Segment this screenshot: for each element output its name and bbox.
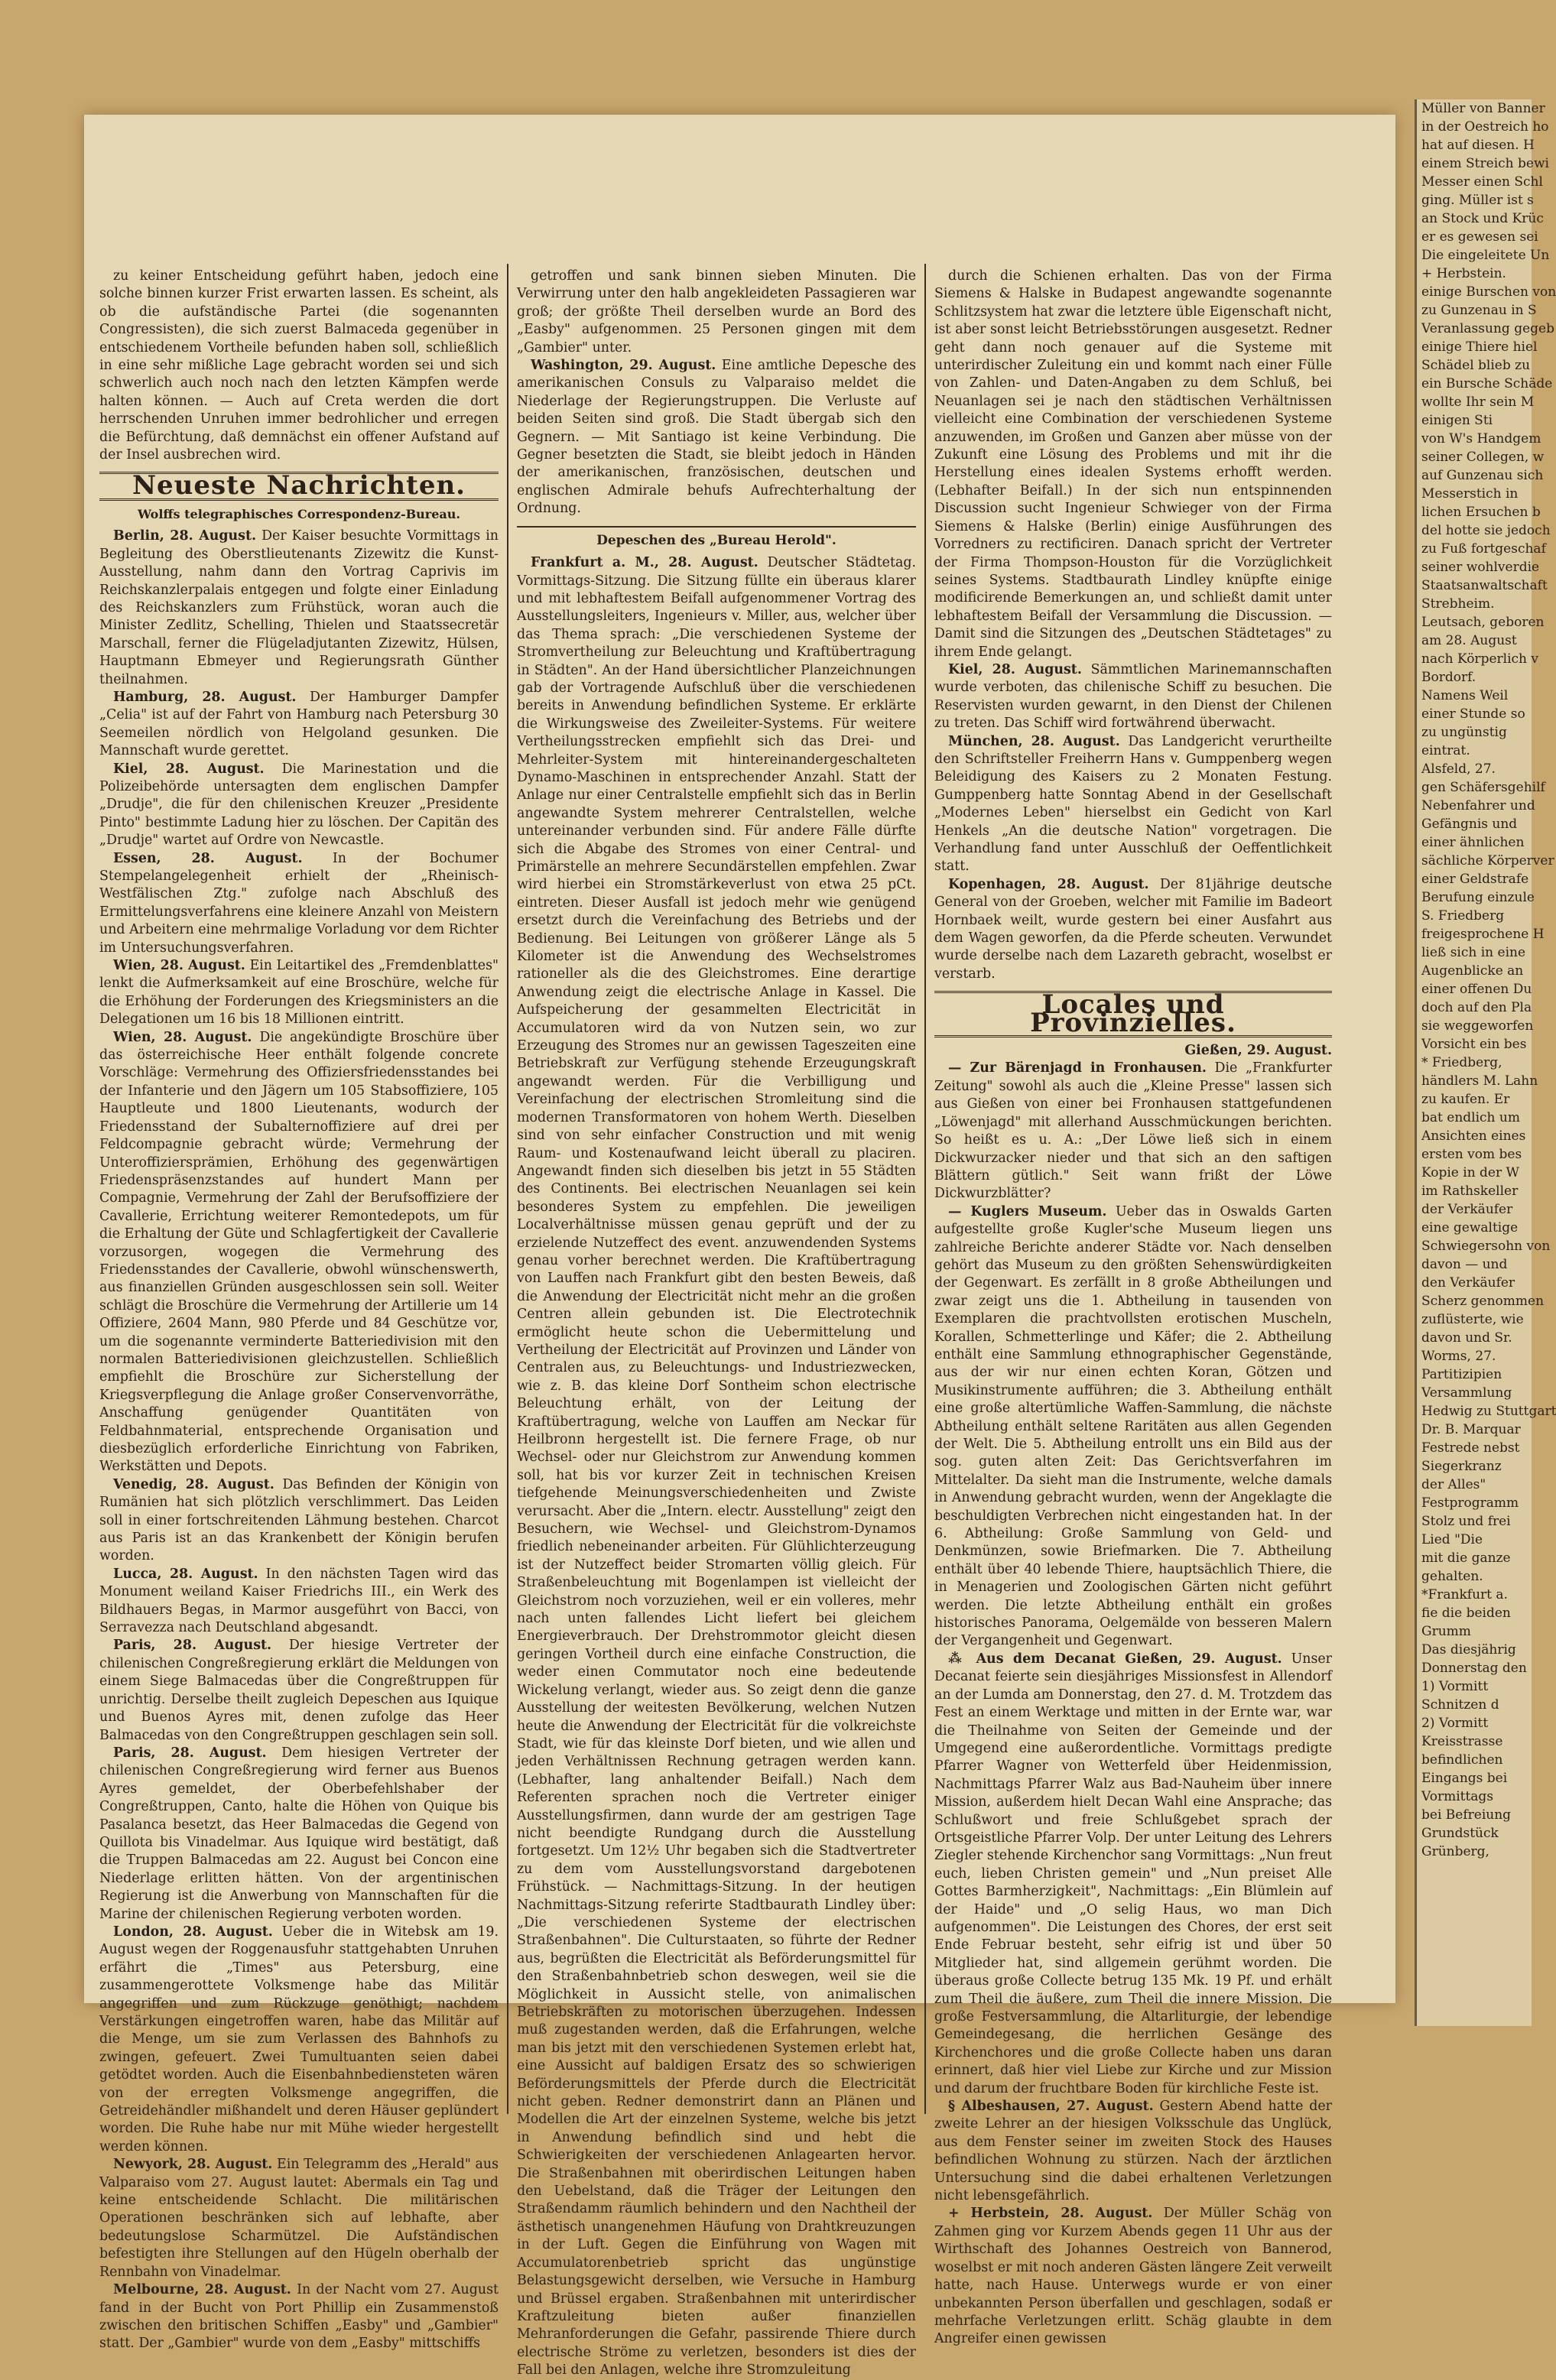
edge-line: fie die beiden bbox=[1421, 1606, 1511, 1621]
news-dateline: § Albeshausen, 27. August. bbox=[948, 2099, 1154, 2115]
edge-line: Scherz genommen bbox=[1421, 1294, 1545, 1309]
news-item bbox=[99, 1745, 499, 1924]
edge-line: hat auf diesen. H bbox=[1421, 138, 1535, 153]
news-dateline: Paris, 28. August. bbox=[113, 1745, 267, 1761]
news-dateline: ⁂ Aus dem Decanat Gießen, 29. August. bbox=[948, 1651, 1282, 1667]
edge-line: einer offenen Du bbox=[1421, 982, 1532, 997]
edge-line: Schädel blieb zu bbox=[1421, 358, 1531, 373]
edge-line: Vormittags bbox=[1421, 1789, 1494, 1804]
news-text: Der hiesige Vertreter der chilenischen Congreßregierung erklärt die Meldungen von einem Siege Balmacedas über die Congreßtruppen für unrichtig. Derselbe theilt zugleich Depeschen aus Iquique und Buenos Ayres mit, denen zufolge das Heer Balmacedas von den Congreßtruppen geschlagen sein soll. bbox=[99, 1638, 499, 1743]
edge-line: del hotte sie jedoch bbox=[1421, 523, 1551, 538]
news-dateline: Paris, 28. August. bbox=[113, 1638, 272, 1654]
edge-line: gehalten. bbox=[1421, 1569, 1483, 1584]
news-text: Ueber die in Witebsk am 19. August wegen der Roggenausfuhr stattgehabten Unruhen erfährt die „Times" aus Petersburg, eine zusammengerottete Volksmenge habe das Militär angegriffen und zum Rückzuge genöthigt; nachdem Verstärkungen eingetroffen waren, habe das Militär auf die Menge, um sie zum Verlassen des Bahnhofs zu zwingen, gefeuert. Zwei Tumultuanten seien dabei getödtet worden. Auch die Eisenbahnbediensteten wären von der erregten Volksmenge angegriffen, die Getreidehändler mißhandelt und deren Häuser geplündert worden. Die Ruhe habe nur mit Mühe wieder hergestellt werden können. bbox=[99, 1924, 499, 2154]
edge-line: zu kaufen. Er bbox=[1421, 1092, 1510, 1107]
news-item bbox=[934, 1203, 1332, 1651]
bureau-herold-heading: Depeschen des „Bureau Herold". bbox=[517, 526, 916, 550]
edge-line: Grünberg, bbox=[1421, 1844, 1489, 1859]
news-dateline: Venedig, 28. August. bbox=[113, 1476, 274, 1492]
news-item bbox=[99, 528, 499, 689]
edge-line: zu ungünstig bbox=[1421, 725, 1507, 740]
edge-line: S. Friedberg bbox=[1421, 908, 1505, 924]
news-item bbox=[99, 1029, 499, 1476]
edge-line: Berufung einzule bbox=[1421, 890, 1535, 905]
edge-line: Partitizipien bbox=[1421, 1367, 1502, 1382]
news-dateline: München, 28. August. bbox=[948, 733, 1120, 749]
column-rule bbox=[507, 264, 508, 2114]
edge-line: Lied "Die bbox=[1421, 1532, 1483, 1547]
news-item bbox=[934, 1651, 1332, 2098]
edge-line: Vorsicht ein bes bbox=[1421, 1037, 1527, 1052]
news-text: Sämmtlichen Marinemannschaften wurde verboten, das chilenische Schiff zu besuchen. Die Reservisten wurden gewarnt, in den Dienst der Chilenen zu treten. Das Schiff wird fortwährend überwacht. bbox=[934, 661, 1332, 732]
edge-line: seiner Collegen, w bbox=[1421, 450, 1545, 465]
edge-line: doch auf den Pla bbox=[1421, 1000, 1532, 1015]
edge-line: gen Schäfersgehilf bbox=[1421, 780, 1545, 795]
column-3 bbox=[934, 268, 1332, 2349]
edge-line: ging. Müller ist s bbox=[1421, 193, 1534, 208]
news-dateline: Lucca, 28. August. bbox=[113, 1566, 258, 1582]
edge-line: Kreisstrasse bbox=[1421, 1734, 1503, 1749]
edge-line: Festprogramm bbox=[1421, 1495, 1519, 1511]
news-item bbox=[99, 1566, 499, 1638]
news-items bbox=[934, 661, 1332, 983]
column-2 bbox=[517, 268, 916, 2380]
news-item bbox=[99, 1476, 499, 1566]
news-text: Der Müller Schäg von Zahmen ging vor Kurzem Abends gegen 11 Uhr aus der Wirthschaft des Johannes Oestreich von Bannerod, woselbst er mit noch anderen Gästen längere Zeit verweilt hatte, nach Hause. Unterwegs wurde er von einer unbekannten Person überfallen und geschlagen, sodaß er mehrfache Verletzungen erlitt. Schäg glaubte in dem Angreifer einen gewissen bbox=[934, 2206, 1332, 2347]
edge-line: den Verkäufer bbox=[1421, 1275, 1515, 1291]
news-text: Der Kaiser besuchte Vormittags in Begleitung des Oberstlieutenants Zizewitz die Kunst-Ausstellung, nahm dann den Vortrag Caprivis im Reichskanzlerpalais entgegen und folgte einer Einladung des Reichskanzlers zum Frühstück, woran auch die Minister Zedlitz, Schelling, Thielen und Staatssecretär Marschall, ferner die Flügeladjutanten Zizewitz, Hülsen, Hauptmann Ebmeyer und Regierungsrath Günther theilnahmen. bbox=[99, 528, 499, 687]
edge-line: Grundstück bbox=[1421, 1826, 1499, 1841]
edge-line: lichen Ersuchen b bbox=[1421, 505, 1541, 520]
news-text: Dem hiesigen Vertreter der chilenischen Congreßregierung wird ferner aus Buenos Ayres gemeldet, der Oberbefehlshaber der Congreßtruppen, Canto, halte die Höhen von Quique bis Pasalanca besetzt, das Heer Balmacedas die Gegend von Quillota bis Vinadelmar. Aus Iquique wird bestätigt, daß die Truppen Balmacedas am 22. August bei Concon eine Niederlage erlitten hätten. Von der argentinischen Regierung ist die Anwerbung von Mannschaften für die Marine der chilenischen Regierung verboten worden. bbox=[99, 1745, 499, 1922]
news-item bbox=[934, 2098, 1332, 2205]
news-dateline: Melbourne, 28. August. bbox=[113, 2282, 291, 2298]
local-dateline: Gießen, 29. August. bbox=[1184, 1043, 1332, 1059]
edge-line: Das diesjährig bbox=[1421, 1642, 1516, 1658]
edge-line: ein Bursche Schäde bbox=[1421, 376, 1553, 391]
news-dateline: Essen, 28. August. bbox=[113, 850, 303, 866]
edge-line: im Rathskeller bbox=[1421, 1184, 1519, 1199]
news-text: In der Bochumer Stempelangelegenheit erhielt der „Rheinisch-Westfälischen Ztg." zufolge nach Abschluß des Ermittelungsverfahrens eine kleinere Anzahl von Meistern und Arbeitern eine mehrmalige Vorladung vor dem Richter im Untersuchungsverfahren. bbox=[99, 850, 499, 956]
news-text: Unser Decanat feierte sein diesjähriges Missionsfest in Allendorf an der Lumda am Donnerstag, den 27. d. M. Trotzdem das Fest an einem Werktage und mitten in der Ernte war, war die Theilnahme von Seiten der Gemeinde und der Umgegend eine außerordentliche. Vormittags predigte Pfarrer Wagner von Wetterfeld über Heidenmission, Nachmittags Pfarrer Walz aus Bad-Nauheim über innere Mission, außerdem hielt Decan Wahl eine Ansprache; das Schlußwort und freie Schlußgebet sprach der Ortsgeistliche Pfarrer Volp. Der unter Leitung des Lehrers Ziegler stehende Kirchenchor sang Vormittags: „Nun freut euch, lieben Christen gemein" und „Nun preiset Alle Gottes Barmherzigkeit", Nachmittags: „Ein Blümlein auf der Haide" und „O selig Haus, wo man Dich aufgenommen". Die Leistungen des Chores, der erst seit Ende Februar besteht, sehr eifrig ist und über 50 Mitglieder hat, sind allgemein gerühmt worden. Die überaus große Collecte betrug 135 Mk. 19 Pf. und erhält zum Theil die äußere, zum Theil die innere Mission. Die große Festversammlung, die Altarliturgie, der lebendige Gemeindegesang, die herrlichen Gesänge des Kirchenchores und die große Collecte haben uns daran erinnert, daß hier viel Liebe zur Kirche und zur Mission und darum der fruchtbare Boden für kirchliche Feste ist. bbox=[934, 1651, 1332, 2096]
edge-line: Alsfeld, 27. bbox=[1421, 761, 1496, 777]
edge-line: von W's Handgem bbox=[1421, 431, 1541, 446]
news-dateline: + Herbstein, 28. August. bbox=[948, 2206, 1153, 2222]
news-items bbox=[99, 528, 499, 2352]
news-item bbox=[99, 1924, 499, 2156]
news-item bbox=[99, 2281, 499, 2353]
news-text: Der 81jährige deutsche General von der Groeben, welcher mit Familie im Badeort Hornbaek weilt, wurde gestern bei einer Ausfahrt aus dem Wagen geworfen, da die Pferde scheuten. Verwundet wurde derselbe nach dem Lazareth gebracht, woselbst er verstarb. bbox=[934, 876, 1333, 982]
edge-line: mit die ganze bbox=[1421, 1550, 1511, 1566]
edge-line: sächliche Körperver bbox=[1421, 853, 1554, 869]
news-text: Das Landgericht verurtheilte den Schriftsteller Freiherrn Hans v. Gumppenberg wegen Beleidigung des Kaisers zu 2 Monaten Festung. Gumppenberg hatte Sonntag Abend in der Gesellschaft „Modernes Leben" hierselbst ein Gedicht von Karl Henkels „An die deutsche Nation" vorgetragen. Die Verhandlung fand unter Ausschluß der Oeffentlichkeit statt. bbox=[934, 733, 1332, 875]
news-text: Eine amtliche Depesche des amerikanischen Consuls zu Valparaiso meldet die Niederlage der Regierungstruppen. Die Verluste auf beiden Seiten sind groß. Die Stadt übergab sich den Gegnern. — Mit Santiago ist keine Verbindung. Die Gegner besetzten die Stadt, sie bleibt jedoch in Händen der amerikanischen, französischen, deutschen und englischen Admirale behufs Aufrechterhaltung der Ordnung. bbox=[517, 358, 917, 517]
news-dateline: Frankfurt a. M., 28. August. bbox=[531, 555, 759, 571]
edge-line: Ansichten eines bbox=[1421, 1128, 1526, 1144]
news-dateline: — Kuglers Museum. bbox=[948, 1203, 1107, 1219]
news-text: Ein Telegramm des „Herald" aus Valparaiso vom 27. August lautet: Abermals ein Tag und keine entscheidende Schlacht. Die militärischen Operationen beschränken sich auf lebhafte, aber bedeutungslose Scharmützel. Die Aufständischen befestigten ihre Stellungen auf den Hügeln oberhalb der Rennbahn von Vinadelmar. bbox=[99, 2157, 499, 2280]
edge-line: in der Oestreich ho bbox=[1421, 119, 1549, 135]
edge-line: * Friedberg, bbox=[1421, 1055, 1502, 1070]
edge-line: Nebenfahrer und bbox=[1421, 798, 1535, 813]
edge-line: Leutsach, geboren bbox=[1421, 615, 1545, 630]
news-text: Deutscher Städtetag. Vormittags-Sitzung. Die Sitzung füllte ein überaus klarer und mit lebhaftestem Beifall aufgenommener Vortrag des Ausstellungsleiters, Ingenieurs v. Miller, aus, welcher über das Thema sprach: „Die verschiedenen Systeme der Stromvertheilung zur Beleuchtung und Kraftübertragung in Städten". An der Hand übersichtlicher Planzeichnungen gab der Vortragende Aufschluß über die verschiedenen bereits in Anwendung befindlichen Systeme. Er erklärte die Wirkungsweise des Zweileiter-Systems. Für weitere Vertheilungsstrecken empfiehlt sich das Drei- und Mehrleiter-System mit hintereinandergeschalteten Dynamo-Maschinen in entsprechender Anzahl. Statt der Anlage nur einer Centralstelle empfiehlt sich das in Berlin angewandte System mehrerer Centralstellen, welche untereinander verbunden sind. Für andere Fälle dürfte sich die Abgabe des Stromes von einer Central- und Primärstelle an mehrere Secundärstellen empfehlen. Zwar wird hierbei ein Stromstärkeverlust von etwa 25 pCt. eintreten. Dieser Ausfall ist jedoch mehr wie genügend ersetzt durch die Vereinfachung des Betriebs und der Bedienung. Bei Leitungen von größerer Länge als 5 Kilometer ist die Anwendung des Wechselstromes rationeller als die des Gleichstromes. Eine derartige Anwendung zeigt die electrische Anlage in Kassel. Die Aufspeicherung der gesammelten Electricität in Accumulatoren wird da von Nutzen sein, wo zur Erzeugung des Stromes nur an gewissen Tageszeiten eine Betriebskraft zur Verfügung stehende Erzeugungskraft angewandt werden. Für die Verbilligung und Vereinfachung der electrischen Stromleitung sind die modernen Transformatoren von hohem Werth. Dieselben sind von sehr einfacher Construction und mit wenig Raum- und Kostenaufwand leicht überall zu placiren. Angewandt finden sich dieselben bis jetzt in 55 Städten des Continents. Bei electrischen Neuanlagen sei kein besonderes System zu empfehlen. Die jeweiligen Localverhältnisse müssen genau geprüft und der zu erzielende Nutzeffect des event. anzuwendenden Systems genau vorher berechnet werden. Die Kraftübertragung von Lauffen nach Frankfurt gibt den besten Beweis, daß die Anwendung der Electricität nicht mehr an die großen Centren allein gebunden ist. Die Electrotechnik ermöglicht heute schon die Uebermittelung und Vertheilung der Electricität auf Provinzen und Länder von Centralen aus, zu Beleuchtungs- und Industriezwecken, wie z. B. das kleine Dorf Sontheim schon electrische Beleuchtung erhält, von der Leitung der Kraftübertragung, welche von Lauffen am Neckar für Heilbronn hergestellt ist. Die fernere Frage, ob nur Wechsel- oder nur Gleichstrom zur Anwendung kommen soll, hat bis vor kurzer Zeit in technischen Kreisen tiefgehende Meinungsverschiedenheiten und Zwiste verursacht. Aber die „Intern. electr. Ausstellung" zeigt den Besuchern, wie Wechsel- und Gleichstrom-Dynamos friedlich nebeneinander arbeiten. Für Glühlichterzeugung ist der Nutzeffect beider Stromarten völlig gleich. Für Straßenbeleuchtung mit Bogenlampen ist vielleicht der Gleichstrom noch vorzuziehen, weil er ein volleres, mehr nach unten fallendes Licht liefert bei gleichem Energieverbrauch. Der Drehstrommotor gleicht diesen geringen Vortheil durch eine einfache Construction, die weder einen Commutator noch eine bedeutende Wickelung verlangt, wieder aus. So zeigt denn die ganze Ausstellung der weitesten Bevölkerung, welchen Nutzen heute die Anwendung der Electricität für die volkreichste Stadt, wie für das kleinste Dorf bieten, und wie allen und jeden Verhältnissen Rechnung getragen werden kann. (Lebhafter, lang anhaltender Beifall.) Nach dem Referenten sprachen noch die Vertreter einiger Ausstellungsfirmen, dann wurde der am gestrigen Tage nicht beendigte Rundgang durch die Ausstellung fortgesetzt. Um 12½ Uhr begaben sich die Stadtvertreter zu dem vom Ausstellungsvorstand dargebotenen Frühstück. — Nachmittags-Sitzung. In der heutigen Nachmittags-Sitzung referirte Stadtbaurath Lindley über: „Die verschiedenen Systeme der electrischen Straßenbahnen". Die Culturstaaten, so führte der Redner aus, begrüßten die Electricität als Beförderungsmittel für den Straßenbahnbetrieb schon deswegen, weil sie die Möglichkeit in Aussicht stelle, von animalischen Betriebskräften zu motorischen überzugehen. Indessen muß zugestanden werden, daß die Erfahrungen, welche man bis jetzt mit den verschiedenen Systemen erlebt hat, eine Aussicht auf baldigen Ersatz des so schwierigen Beförderungsmittels der Pferde durch die Electricität nicht geben. Redner demonstrirt dann an Plänen und Modellen die Art der einzelnen Systeme, welche bis jetzt in Anwendung befindlich sind und hebt die Schwierigkeiten der verschiedenen Anlagearten hervor. Die Straßenbahnen mit oberirdischen Leitungen haben den Uebelstand, daß die Träger der Leitungen den Straßendamm räumlich behindern und den Nachtheil der ästhetisch unangenehmen Häufung von Drahtkreuzungen in der Luft. Gegen die Einführung von Wagen mit Accumulatorenbetrieb spricht das ungünstige Belastungsgewicht derselben, wie Versuche in Hamburg und Brüssel ergaben. Straßenbahnen mit unterirdischer Kraftzuleitung bieten außer finanziellen Mehranforderungen die Gefahr, passirende Thiere durch electrische Ströme zu verletzen, besonders ist dies der Fall bei den Anlagen, welche ihre Stromzuleitung bbox=[517, 555, 916, 2378]
edge-line: Dr. B. Marquar bbox=[1421, 1422, 1521, 1437]
edge-line: eintrat. bbox=[1421, 743, 1470, 758]
edge-line: Bordorf. bbox=[1421, 670, 1476, 685]
newspaper-page bbox=[84, 115, 1395, 2378]
news-text: Ein Leitartikel des „Fremdenblattes" lenkt die Aufmerksamkeit auf eine Broschüre, welche für die Erhöhung der Forderungen des Kriegsministers an die Delegationen um 16 bis 18 Millionen eintritt. bbox=[99, 958, 499, 1028]
edge-line: Versammlung bbox=[1421, 1385, 1512, 1401]
edge-line: der Alles" bbox=[1421, 1477, 1486, 1492]
edge-line: zuflüsterte, wie bbox=[1421, 1312, 1524, 1327]
edge-line: Donnerstag den bbox=[1421, 1661, 1527, 1676]
edge-line: wollte Ihr sein M bbox=[1421, 395, 1535, 410]
edge-text bbox=[1417, 99, 1556, 1861]
edge-line: einem Streich bewi bbox=[1421, 156, 1549, 171]
edge-line: Festrede nebst bbox=[1421, 1440, 1520, 1456]
column-1 bbox=[99, 268, 499, 2353]
edge-line: freigesprochene H bbox=[1421, 927, 1545, 942]
edge-line: Grumm bbox=[1421, 1624, 1471, 1639]
news-dateline: Kiel, 28. August. bbox=[948, 661, 1082, 677]
section-heading-neueste-nachrichten: Neueste Nachrichten. bbox=[99, 472, 499, 500]
edge-line: Hedwig zu Stuttgart bbox=[1421, 1404, 1556, 1419]
edge-line: an Stock und Krüc bbox=[1421, 211, 1544, 226]
edge-line: der Verkäufer bbox=[1421, 1202, 1513, 1217]
edge-line: eine gewaltige bbox=[1421, 1220, 1519, 1235]
edge-line: Worms, 27. bbox=[1421, 1349, 1496, 1364]
edge-line: einer ähnlichen bbox=[1421, 835, 1525, 850]
column-rule bbox=[924, 264, 926, 2114]
edge-line: händlers M. Lahn bbox=[1421, 1073, 1538, 1089]
news-dateline: Kopenhagen, 28. August. bbox=[948, 876, 1149, 892]
news-item bbox=[517, 357, 916, 518]
edge-line: befindlichen bbox=[1421, 1752, 1503, 1768]
news-text: In den nächsten Tagen wird das Monument weiland Kaiser Friedrichs III., ein Werk des Bildhauers Begas, in Marmor ausgeführt von Bacci, von Serravezza nach Deutschland abgesandt. bbox=[99, 1566, 499, 1636]
edge-line: Eingangs bei bbox=[1421, 1771, 1508, 1786]
news-item bbox=[934, 876, 1332, 983]
news-text: Das Befinden der Königin von Rumänien hat sich plötzlich verschlimmert. Das Leiden soll in einer fortschreitenden Lähmung bestehen. Charcot aus Paris ist an das Krankenbett der Königin berufen worden. bbox=[99, 1476, 499, 1564]
edge-line: Kopie in der W bbox=[1421, 1165, 1519, 1180]
news-dateline: Washington, 29. August. bbox=[531, 358, 716, 374]
edge-line: zu Fuß fortgeschaf bbox=[1421, 541, 1546, 557]
column-1-intro: zu keiner Entscheidung geführt haben, jedoch eine solche binnen kurzer Frist erwarten lassen. Es scheint, als ob die aufständische Partei (die sogenannten Congressisten), die sich zuerst Balmaceda gegenüber in entschiedenem Vortheile befunden haben soll, schließlich in eine sehr mißliche Lage gebracht worden sei und sich schwerlich auch noch nach den letzten Kämpfen werde halten können. — Auch auf Creta werden die dort herrschenden Unruhen immer bedrohlicher und erregen die Befürchtung, daß demnächst ein offener Aufstand auf der Insel ausbrechen wird. bbox=[99, 268, 499, 463]
wire-service-subheading: Wolffs telegraphisches Correspondenz-Bureau. bbox=[138, 506, 460, 521]
edge-line: zu Gunzenau in S bbox=[1421, 303, 1537, 318]
edge-line: Müller von Banner bbox=[1421, 101, 1545, 116]
news-dateline: — Zur Bärenjagd in Fronhausen. bbox=[948, 1060, 1207, 1076]
column-2-intro: getroffen und sank binnen sieben Minuten. Die Verwirrung unter den halb angekleideten Passagieren war groß; der größte Theil derselben wurde an Bord des „Easby" aufgenommen. 25 Personen gingen mit dem „Gambier" unter. bbox=[517, 268, 916, 356]
edge-line: ließ sich in eine bbox=[1421, 945, 1526, 960]
edge-line: einige Burschen von bbox=[1421, 284, 1556, 300]
news-text: Ueber das in Oswalds Garten aufgestellte große Kugler'sche Museum liegen uns zahlreiche Berichte anderer Städte vor. Nach denselben gehört das Museum zu den größten Sehenswürdigkeiten der Gegenwart. Es zerfällt in 8 große Abtheilungen und zwar zeigt uns die 1. Abtheilung in tausenden von Exemplaren die prachtvollsten erotischen Muscheln, Korallen, Schmetterlinge und Käfer; die 2. Abtheilung enthält eine Sammlung ethnographischer Gegenstände, aus der wir nur einen echten Koran, Götzen und Musikinstrumente aufführen; die 3. Abtheilung enthält eine große altertümliche Waffen-Sammlung, die nächste Abtheilung enthält seltene Raritäten aus allen Gegenden der Welt. Die 5. Abtheilung entrollt uns ein Bild aus der sog. guten alten Zeit: Das Gerichtsverfahren im Mittelalter. Da sieht man die Instrumente, welche damals in Anwendung gebracht wurden, wenn der Angeklagte die beschuldigten Verbrechen nicht eingestanden hat. In der 6. Abtheilung: Große Sammlung von Geld- und Denkmünzen, sowie Briefmarken. Die 7. Abtheilung enthält über 40 lebende Thiere, hauptsächlich Thiere, die in Menagerien und Zoologischen Gärten nicht geführt werden. Die letzte Abtheilung enthält ein großes historisches Panorama, Oelgemälde von besseren Malern der Vergangenheit und Gegenwart. bbox=[934, 1203, 1332, 1649]
edge-line: Die eingeleitete Un bbox=[1421, 248, 1550, 263]
edge-line: *Frankfurt a. bbox=[1421, 1587, 1508, 1602]
edge-line: Augenblicke an bbox=[1421, 963, 1524, 979]
edge-line: Schnitzen d bbox=[1421, 1697, 1499, 1713]
news-dateline: Berlin, 28. August. bbox=[113, 528, 257, 544]
news-text: Die angekündigte Broschüre über das österreichische Heer enthält folgende concrete Vorschläge: Vermehrung des Offiziersfriedensstandes bei der Infanterie und den Jägern um 105 Stabsoffiziere, 105 Hauptleute und 1800 Lieutenants, wodurch der Friedensstand der Subalternoffiziere auf drei per Feldcompagnie gebracht würde; Vermehrung der Unteroffiziersprämien, Erhöhung des gegenwärtigen Friedenspräsenzstandes auf hundert Mann per Compagnie, Vermehrung der Zahl der Berufsoffiziere der Cavallerie, Errichtung weiterer Remontedepots, um für die Erhaltung der Güte und Schlagfertigkeit der Cavallerie vorzusorgen, wogegen die Vermehrung des Friedensstandes der Cavallerie, obwohl wünschenswerth, aus finanziellen Gründen ausgeschlossen sein soll. Weiter schlägt die Broschüre die Vermehrung der Artillerie um 14 Offiziere, 2604 Mann, 980 Pferde und 84 Geschütze vor, um die sogenannte verminderte Batteriedivision mit den normalen Batteriedivisionen gleichzustellen. Schließlich empfiehlt die Broschüre zur Sicherstellung der Kriegsverpflegung die Anlage großer Conservenvorräthe, Anschaffung genügender Quantitäten von Feldbahnmaterial, entsprechende Organisation und diesbezüglich erforderliche Einrichtung von Fabriken, Werkstätten und Depots. bbox=[99, 1029, 499, 1475]
edge-line: er es gewesen sei bbox=[1421, 229, 1538, 245]
edge-line: seiner wohlverdie bbox=[1421, 560, 1540, 575]
edge-line: am 28. August bbox=[1421, 633, 1517, 648]
news-text: In der Nacht vom 27. August fand in der Bucht von Port Phillip ein Zusammenstoß zwischen den britischen Schiffen „Easby" und „Gambier" statt. Der „Gambier" wurde von dem „Easby" mittschiffs bbox=[99, 2282, 499, 2352]
edge-line: 2) Vormitt bbox=[1421, 1716, 1489, 1731]
edge-line: Staatsanwaltschaft bbox=[1421, 578, 1548, 593]
news-item bbox=[99, 689, 499, 761]
news-text: Die Marinestation und die Polizeibehörde untersagten dem englischen Dampfer „Drudje", die für den chilenischen Kreuzer „Presidente Pinto" bestimmte Ladung hier zu löschen. Der Capitän des „Drudje" wartet auf Ordre von Newcastle. bbox=[99, 761, 499, 849]
edge-line: einige Thiere hiel bbox=[1421, 339, 1538, 355]
news-item bbox=[517, 554, 916, 2379]
news-item bbox=[934, 733, 1332, 876]
edge-line: Namens Weil bbox=[1421, 688, 1509, 703]
edge-line: + Herbstein. bbox=[1421, 266, 1506, 281]
edge-line: einer Stunde so bbox=[1421, 706, 1525, 722]
edge-line: davon und Sr. bbox=[1421, 1330, 1512, 1346]
column-3-intro: durch die Schienen erhalten. Das von der Firma Siemens & Halske in Budapest angewandte sogenannte Schlitzsystem hat zwar die letztere üble Eigenschaft nicht, ist aber sonst leicht Betriebsstörungen ausgesetzt. Redner geht dann noch genauer auf die Systeme mit unterirdischer Zuleitung ein und kommt nach einer Fülle von Zahlen- und Daten-Angaben zu dem Schluß, bei Neuanlagen sei je nach den städtischen Verhältnissen vielleicht eine Combination der verschiedenen Systeme anzuwenden, im Großen und Ganzen aber müsse von der Zukunft eine Lösung des Problems und mit ihr die Herstellung eines idealen Systems erhofft werden. (Lebhafter Beifall.) In der sich nun entspinnenden Discussion sucht Ingenieur Schwieger von der Firma Siemens & Halske (Berlin) einige Ausführungen des Vorredners zu rectificiren. Danach spricht der Vertreter der Firma Thompson-Houston für die Vorzüglichkeit seines Systems. Stadtbaurath Lindley knüpfte einige modificirende Bemerkungen an, und schließt damit unter lebhaftestem Beifall der Versammlung die Discussion. — Damit sind die Sitzungen des „Deutschen Städtetages" zu ihrem Ende gelangt. bbox=[934, 268, 1332, 660]
edge-line: Messer einen Schl bbox=[1421, 174, 1543, 190]
news-item bbox=[934, 661, 1332, 733]
news-dateline: Newyork, 28. August. bbox=[113, 2157, 273, 2173]
news-item bbox=[99, 2156, 499, 2281]
news-item bbox=[99, 850, 499, 957]
news-text: Der Hamburger Dampfer „Celia" ist auf der Fahrt von Hamburg nach Petersburg 30 Seemeilen nördlich von Helgoland gesunken. Die Mannschaft wurde gerettet. bbox=[99, 689, 499, 759]
adjacent-page-edge bbox=[1415, 99, 1556, 2026]
edge-line: Messerstich in bbox=[1421, 486, 1519, 502]
section-heading-locales: Locales und Provinzielles. bbox=[934, 991, 1332, 1037]
news-item bbox=[99, 1637, 499, 1744]
news-item bbox=[934, 1060, 1332, 1203]
news-item bbox=[934, 2205, 1332, 2348]
news-dateline: Kiel, 28. August. bbox=[113, 761, 265, 777]
edge-line: einigen Sti bbox=[1421, 413, 1493, 428]
edge-line: bat endlich um bbox=[1421, 1110, 1520, 1125]
edge-line: Gefängnis und bbox=[1421, 817, 1518, 832]
edge-line: Veranlassung gegeb bbox=[1421, 321, 1554, 336]
edge-line: auf Gunzenau sich bbox=[1421, 468, 1544, 483]
edge-line: davon — und bbox=[1421, 1257, 1508, 1272]
edge-line: Siegerkranz bbox=[1421, 1459, 1502, 1474]
news-text: Die „Frankfurter Zeitung" sowohl als auch die „Kleine Presse" lassen sich aus Gießen von einer bei Fronhausen stattgefundenen „Löwenjagd" mit allerhand Ausschmückungen berichten. So heißt es u. A.: „Der Löwe ließ sich in einem Dickwurzacker nieder und that sich an den saftigen Blättern gütlich." Seit wann frißt der Löwe Dickwurzblätter? bbox=[934, 1060, 1332, 1202]
news-item bbox=[99, 957, 499, 1029]
edge-line: bei Befreiung bbox=[1421, 1807, 1512, 1823]
edge-line: einer Geldstrafe bbox=[1421, 872, 1529, 887]
edge-line: Stolz und frei bbox=[1421, 1514, 1511, 1529]
edge-line: Strebheim. bbox=[1421, 596, 1495, 612]
news-dateline: Wien, 28. August. bbox=[113, 958, 245, 974]
news-text: Gestern Abend hatte der zweite Lehrer an der hiesigen Volksschule das Unglück, aus dem Fenster seiner im zweiten Stock des Hauses befindlichen Wohnung zu stürzen. Nach der ärztlichen Untersuchung sind die dabei erhaltenen Verletzungen nicht lebensgefährlich. bbox=[934, 2099, 1332, 2204]
news-item bbox=[99, 761, 499, 850]
edge-line: sie weggeworfen bbox=[1421, 1018, 1534, 1034]
edge-line: nach Körperlich v bbox=[1421, 651, 1538, 667]
news-dateline: Wien, 28. August. bbox=[113, 1029, 252, 1045]
edge-line: Schwiegersohn von bbox=[1421, 1239, 1551, 1254]
edge-line: 1) Vormitt bbox=[1421, 1679, 1489, 1694]
local-items bbox=[934, 1060, 1332, 2348]
news-dateline: Hamburg, 28. August. bbox=[113, 689, 297, 705]
edge-line: ersten vom bes bbox=[1421, 1147, 1522, 1162]
news-dateline: London, 28. August. bbox=[113, 1924, 273, 1940]
